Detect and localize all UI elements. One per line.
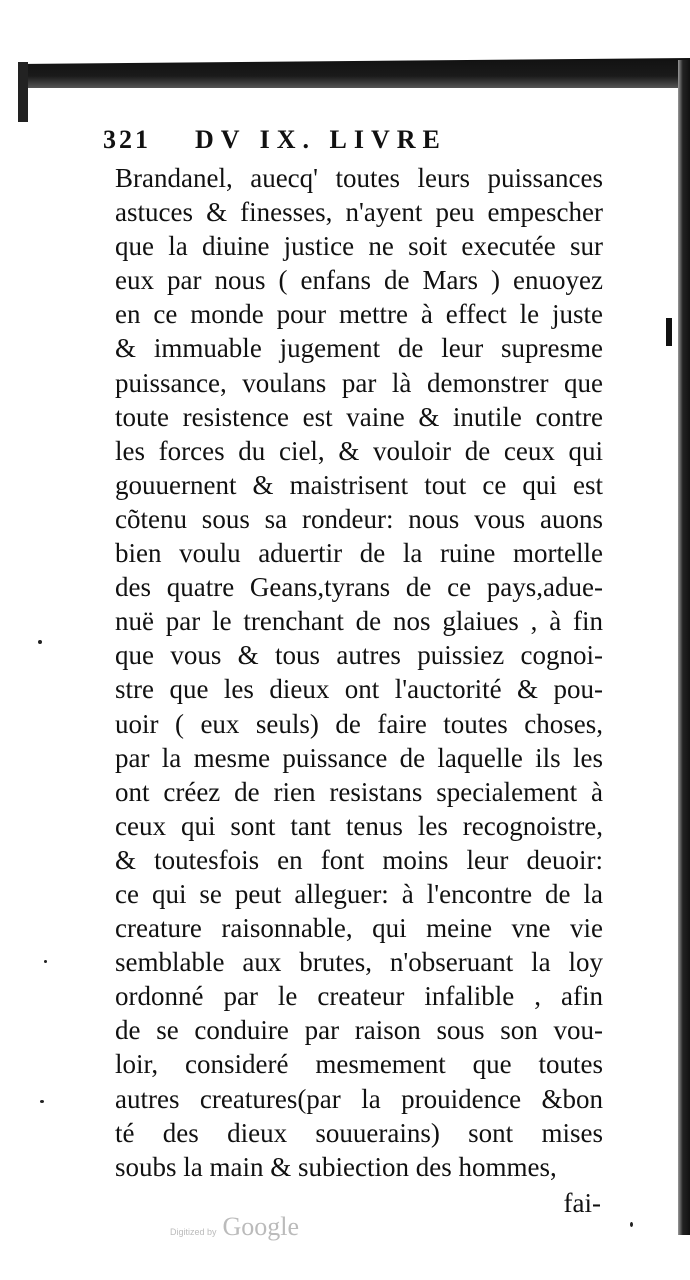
text-line: ordonné par le createur infalible , afin xyxy=(115,981,603,1012)
text-line: nuë par le trenchant de nos glaiues , à fin xyxy=(115,606,603,637)
text-line: autres creatures(par la prouidence &bon xyxy=(115,1083,603,1114)
text-line: uoir ( eux seuls) de faire toutes choses, xyxy=(115,708,603,739)
text-line: té des dieux souuerains) sont mises xyxy=(115,1117,603,1148)
google-watermark xyxy=(170,1212,299,1242)
ink-speck xyxy=(44,960,47,963)
catchword: fai- xyxy=(563,1187,601,1218)
page-text xyxy=(115,161,615,1219)
text-line: creature raisonnable, qui meine vne vie xyxy=(115,913,603,944)
text-line: ce qui se peut alleguer: à l'encontre de la xyxy=(115,878,603,909)
text-line: loir, consideré mesmement que toutes xyxy=(115,1049,603,1080)
text-line: bien voulu aduertir de la ruine mortelle xyxy=(115,538,603,569)
ink-speck xyxy=(630,1222,633,1227)
text-line: & toutesfois en font moins leur deuoir: xyxy=(115,844,603,875)
scan-shadow-left xyxy=(18,62,28,122)
text-line: soubs la main & subiection des hommes, xyxy=(115,1151,557,1182)
text-line: & immuable jugement de leur supresme xyxy=(115,333,603,364)
text-line: cõtenu sous sa rondeur: nous vous auons xyxy=(115,503,603,534)
margin-mark xyxy=(666,318,672,346)
text-line: toute resistence est vaine & inutile contre xyxy=(115,401,603,432)
page-number: 321 xyxy=(103,125,151,154)
text-line: Brandanel, auecq' toutes leurs puissances xyxy=(115,163,603,193)
ink-speck xyxy=(40,1100,44,1103)
scan-shadow-right xyxy=(678,60,690,1235)
book-page xyxy=(95,125,615,1219)
running-head xyxy=(103,125,615,161)
text-line: gouuernent & maistrisent tout ce qui est xyxy=(115,469,603,500)
scan-margin-top xyxy=(0,0,690,58)
text-line: semblable aux brutes, n'obseruant la loy xyxy=(115,947,603,978)
text-line: en ce monde pour mettre à effect le juste xyxy=(115,299,603,330)
text-line: puissance, voulans par là demonstrer que xyxy=(115,367,603,398)
scan-shadow-top xyxy=(18,58,690,88)
text-line: eux par nous ( enfans de Mars ) enuoyez xyxy=(115,265,603,296)
text-line: astuces & finesses, n'ayent peu empescher xyxy=(115,197,603,228)
text-line: des quatre Geans,tyrans de ce pays,adue- xyxy=(115,572,603,603)
text-line: ceux qui sont tant tenus les recognoistre, xyxy=(115,810,603,841)
running-title: DV IX. LIVRE xyxy=(195,125,447,154)
text-line: les forces du ciel, & vouloir de ceux qui xyxy=(115,435,603,466)
ink-speck xyxy=(38,640,42,644)
text-line: par la mesme puissance de laquelle ils les xyxy=(115,742,603,773)
text-line: que la diuine justice ne soit executée sur xyxy=(115,231,603,262)
watermark-google: Google xyxy=(222,1212,300,1241)
text-line: stre que les dieux ont l'auctorité & pou- xyxy=(115,674,603,705)
text-line: de se conduire par raison sous son vou- xyxy=(115,1015,603,1046)
text-line: ont créez de rien resistans specialement à xyxy=(115,776,603,807)
watermark-digitized: Digitized by xyxy=(170,1227,217,1237)
text-line: que vous & tous autres puissiez cognoi- xyxy=(115,640,603,671)
